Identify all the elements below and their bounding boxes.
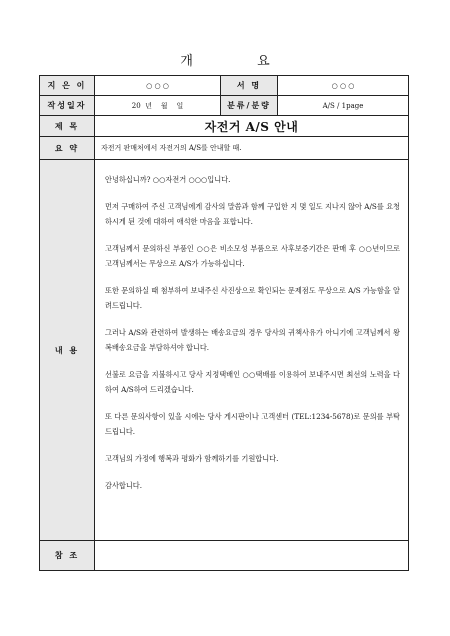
content-label: 내 용: [40, 160, 95, 541]
reference-value: [95, 541, 409, 571]
summary-value: 자전거 판매처에서 자전거의 A/S를 안내할 때.: [95, 137, 409, 160]
content-paragraph: 선불로 요금을 지불하시고 당사 지정택배인 ○○택배를 이용하여 보내주시면 최선의 노력을 다하여 A/S하여 드리겠습니다.: [105, 370, 400, 394]
sign-value: ○ ○ ○: [278, 76, 409, 96]
page-title: 개 요: [180, 54, 300, 69]
content-body: [95, 160, 409, 541]
category-label: 분류/분량: [221, 96, 278, 116]
content-paragraph: 안녕하십니까? ○○자전거 ○○○입니다.: [105, 175, 231, 184]
writer-label: 지 은 이: [40, 76, 95, 96]
summary-label: 요 약: [40, 137, 95, 160]
content-paragraph: 고객님께서 문의하신 부품인 ○○은 비소모성 부품으로 사후보증기간은 판매 후 ○○년이므로 고객님께서는 무상으로 A/S가 가능하십니다.: [105, 244, 400, 268]
date-value: 20 년 월 일: [95, 96, 221, 116]
subject-value: 자전거 A/S 안내: [95, 116, 409, 137]
content-paragraph: 또 다른 문의사항이 있을 시에는 당사 게시판이나 고객센터 (TEL:1234-5678)로 문의를 부탁드립니다.: [105, 412, 400, 436]
content-paragraph: 그러나 A/S와 관련하여 발생하는 배송요금의 경우 당사의 귀책사유가 아니기에 고객님께서 왕복배송요금을 부담하셔야 합니다.: [105, 328, 400, 352]
content-paragraph: 고객님의 가정에 행복과 평화가 함께하기를 기원합니다.: [105, 454, 279, 463]
overview-table: [39, 75, 409, 571]
category-value: A/S / 1page: [278, 96, 409, 116]
reference-label: 참 조: [40, 541, 95, 571]
content-paragraph: 또한 문의하실 때 첨부하여 보내주신 사진상으로 확인되는 문제점도 무상으로 A/S 가능함을 알려드립니다.: [105, 286, 400, 310]
writer-value: ○ ○ ○: [95, 76, 221, 96]
content-paragraph: 먼저 구매하여 주신 고객님에게 감사의 말씀과 함께 구입한 지 몇 일도 지나지 않아 A/S를 요청하시게 된 것에 대하여 애석한 마음을 표합니다.: [105, 202, 400, 226]
content-paragraph: 감사합니다.: [105, 481, 143, 490]
date-label: 작성일자: [40, 96, 95, 116]
sign-label: 서 명: [221, 76, 278, 96]
subject-label: 제 목: [40, 116, 95, 137]
